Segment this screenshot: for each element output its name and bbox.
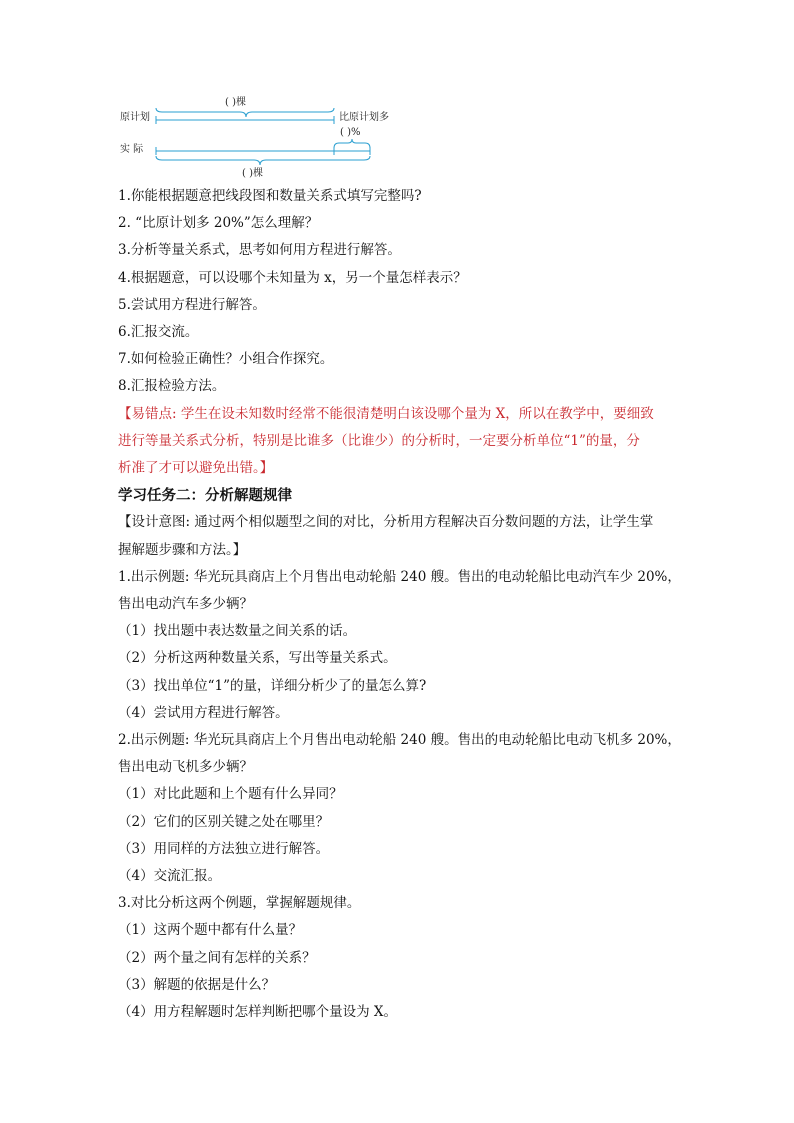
question-7: 7.如何检验正确性？小组合作探究。 <box>118 351 334 368</box>
example1-line-1: 1.出示例题: 华光玩具商店上个月售出电动轮船 240 艘。售出的电动轮船比电动汽车少 20%， <box>118 568 681 585</box>
design-intent-line-1: 【设计意图: 通过两个相似题型之间的对比，分析用方程解决百分数问题的方法，让学生掌 <box>118 514 654 531</box>
actual-label: 实 际 <box>120 144 144 155</box>
example3-step-1: （1）这两个题中都有什么量？ <box>118 922 303 939</box>
bottom-brace <box>156 156 370 165</box>
extra-brace <box>334 139 370 148</box>
top-brace <box>156 108 334 117</box>
example2-step-4: （4）交流汇报。 <box>118 868 222 885</box>
example3-line: 3.对比分析这两个例题，掌握解题规律。 <box>118 895 361 912</box>
example2-line-2: 售出电动飞机多少辆？ <box>118 759 253 776</box>
more-pct-label: ( )% <box>340 127 361 138</box>
bottom-brace-label: ( )棵 <box>242 168 263 179</box>
question-3: 3.分析等量关系式，思考如何用方程进行解答。 <box>118 242 401 259</box>
example2-line-1: 2.出示例题: 华光玩具商店上个月售出电动轮船 240 艘。售出的电动轮船比电动飞机多 20%， <box>118 732 681 749</box>
question-2: 2. “比原计划多 20%”怎么理解？ <box>118 215 319 232</box>
more-label: 比原计划多 <box>339 112 389 123</box>
document-body <box>118 183 681 1026</box>
error-note-line-2: 进行等量关系式分析，特别是比谁多（比谁少）的分析时，一定要分析单位“1”的量，分 <box>118 432 640 449</box>
example3-step-2: （2）两个量之间有怎样的关系？ <box>118 949 316 966</box>
example2-step-3: （3）用同样的方法独立进行解答。 <box>118 840 330 857</box>
line-segment-diagram <box>112 92 412 182</box>
question-1: 1.你能根据题意把线段图和数量关系式填写完整吗? <box>118 188 422 204</box>
design-intent-line-2: 握解题步骤和方法。】 <box>118 541 247 558</box>
question-6: 6.汇报交流。 <box>118 324 199 341</box>
diagram-svg <box>112 92 412 182</box>
example1-step-1: （1）找出题中表达数量之间关系的话。 <box>118 623 357 640</box>
task2-title: 学习任务二：分析解题规律 <box>118 487 292 505</box>
example3-step-4: （4）用方程解题时怎样判断把哪个量设为 X。 <box>118 1004 397 1021</box>
error-note-line-1: 【易错点: 学生在设未知数时经常不能很清楚明白该设哪个量为 X，所以在教学中，要细致 <box>118 405 654 422</box>
top-brace-label: ( )棵 <box>225 97 246 108</box>
example1-step-4: （4）尝试用方程进行解答。 <box>118 704 289 721</box>
example3-step-3: （3）解题的依据是什么？ <box>118 976 276 993</box>
example1-line-2: 售出电动汽车多少辆？ <box>118 596 253 613</box>
plan-label: 原计划 <box>120 112 150 123</box>
question-8: 8.汇报检验方法。 <box>118 378 226 395</box>
example1-step-2: （2）分析这两种数量关系，写出等量关系式。 <box>118 650 397 667</box>
example1-step-3: （3）找出单位“1”的量，详细分析少了的量怎么算? <box>118 677 427 694</box>
error-note-line-3: 析准了才可以避免出错。】 <box>118 460 274 477</box>
example2-step-1: （1）对比此题和上个题有什么异同？ <box>118 786 343 803</box>
question-4: 4.根据题意，可以设哪个未知量为 x，另一个量怎样表示？ <box>118 269 467 286</box>
example2-step-2: （2）它们的区别关键之处在哪里？ <box>118 813 330 830</box>
question-5: 5.尝试用方程进行解答。 <box>118 296 266 313</box>
